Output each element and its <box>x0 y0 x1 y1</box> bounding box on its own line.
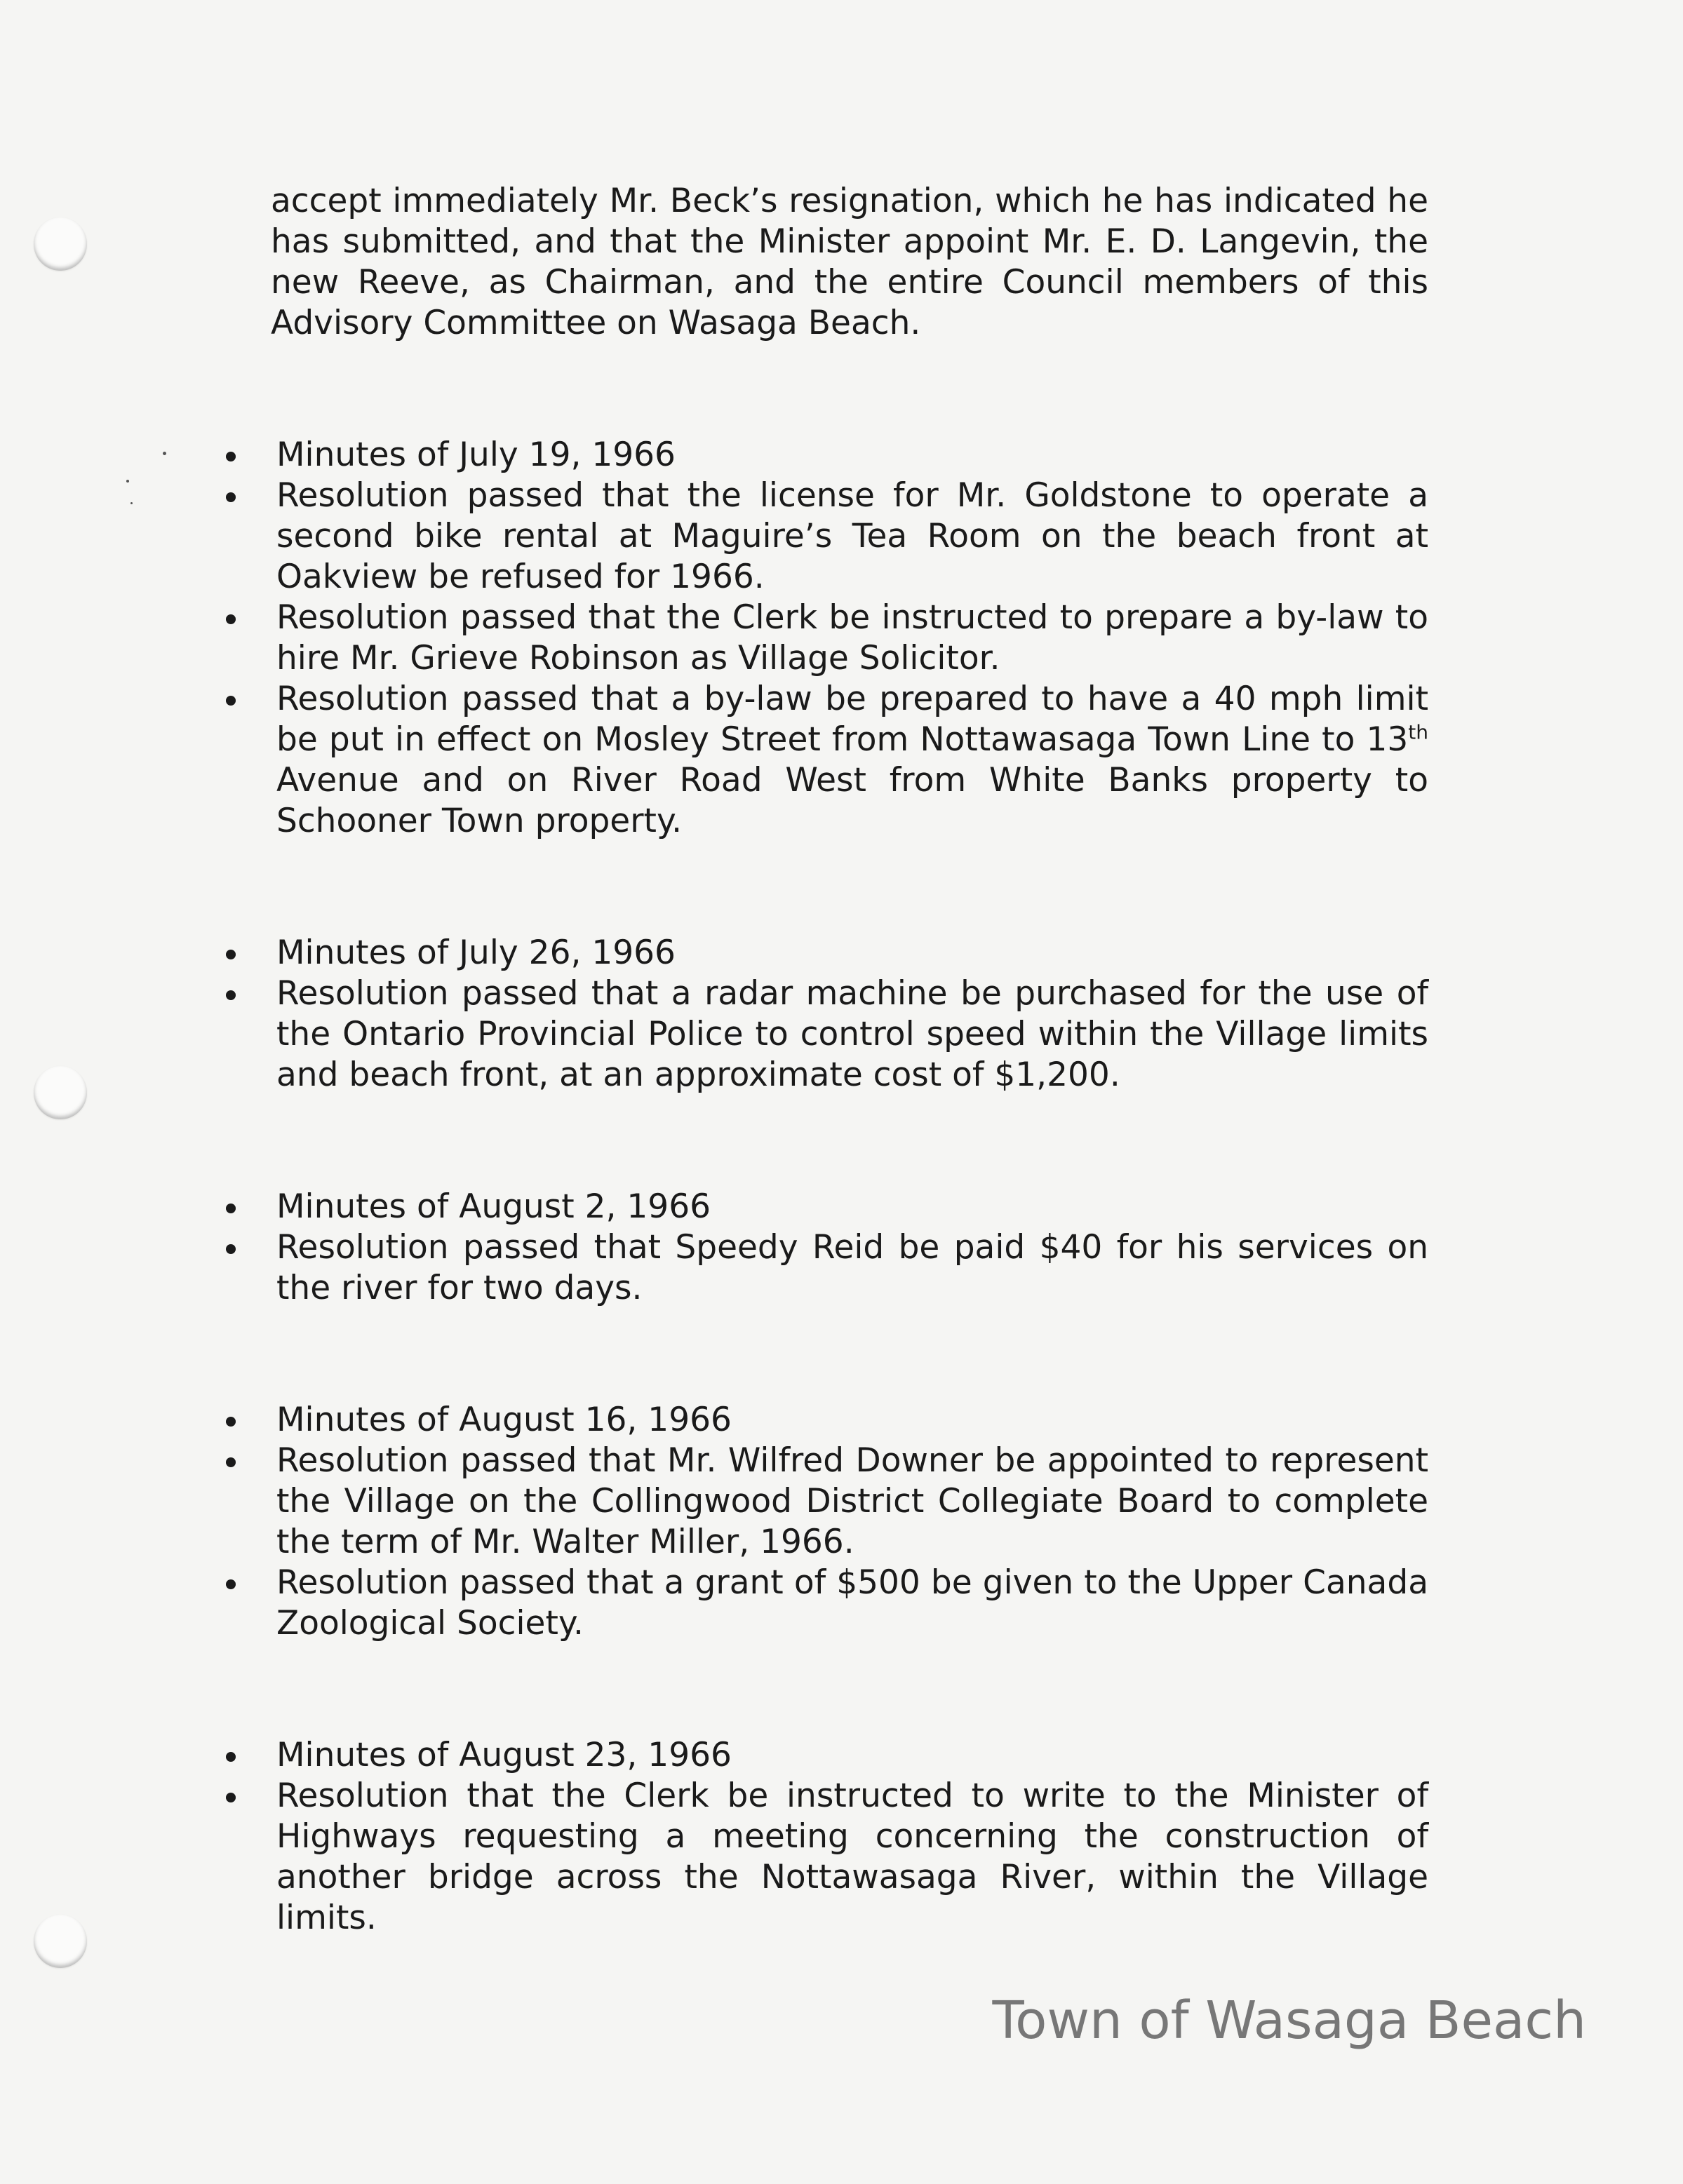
bullet-icon <box>226 696 236 706</box>
scan-speck <box>126 480 129 483</box>
bullet-icon <box>226 1793 236 1802</box>
minutes-heading: Minutes of August 2, 1966 <box>271 1187 1428 1227</box>
watermark-text: Town of Wasaga Beach <box>992 1990 1586 2051</box>
minutes-heading: Minutes of July 26, 1966 <box>271 933 1428 973</box>
minutes-heading: Minutes of August 16, 1966 <box>271 1400 1428 1441</box>
document-body <box>271 181 1428 2030</box>
minutes-section <box>271 933 1428 1096</box>
resolution-item: Resolution passed that the license for Mr. Goldstone to operate a second bike rental at Maguire’s Tea Room on the beach front at Oakview be refused for 1966. <box>271 476 1428 598</box>
intro-paragraph: accept immediately Mr. Beck’s resignation, which he has indicated he has submitted, and that the Minister appoint Mr. E. D. Langevin, the new Reeve, as Chairman, and the entire Council members of this Advisory Committee on Wasaga Beach. <box>271 182 1428 342</box>
bullet-icon <box>226 614 236 624</box>
punch-hole <box>34 1066 87 1119</box>
bullet-icon <box>226 1417 236 1427</box>
punch-hole <box>34 1915 87 1968</box>
resolution-item: Resolution passed that Speedy Reid be paid $40 for his services on the river for two days. <box>271 1227 1428 1309</box>
resolution-item: Resolution passed that a grant of $500 be given to the Upper Canada Zoological Society. <box>271 1563 1428 1644</box>
minutes-section <box>271 1735 1428 1939</box>
bullet-icon <box>226 950 236 959</box>
resolution-item: Resolution that the Clerk be instructed to write to the Minister of Highways requesting a meeting concerning the construction of another bridge across the Nottawasaga River, within the Village limits. <box>271 1776 1428 1939</box>
resolution-item: Resolution passed that a radar machine be purchased for the use of the Ontario Provincial Police to control speed within the Village limits and beach front, at an approximate cost of $1,200. <box>271 973 1428 1096</box>
punch-hole <box>34 217 87 271</box>
bullet-icon <box>226 1244 236 1254</box>
bullet-icon <box>226 492 236 502</box>
resolution-item: Resolution passed that the Clerk be instructed to prepare a by-law to hire Mr. Grieve Robinson as Village Solicitor. <box>271 598 1428 679</box>
minutes-section <box>271 435 1428 842</box>
minutes-section <box>271 1400 1428 1644</box>
bullet-icon <box>226 1457 236 1467</box>
scan-speck <box>163 452 166 455</box>
minutes-section <box>271 1187 1428 1309</box>
bullet-icon <box>226 1204 236 1213</box>
minutes-heading: Minutes of August 23, 1966 <box>271 1735 1428 1776</box>
resolution-item: Resolution passed that a by-law be prepared to have a 40 mph limit be put in effect on Mosley Street from Nottawasaga Town Line to 13th Avenue and on River Road West from White Banks property to Schooner Town property. <box>271 679 1428 842</box>
resolution-item: Resolution passed that Mr. Wilfred Downer be appointed to represent the Village on the Collingwood District Collegiate Board to complete the term of Mr. Walter Miller, 1966. <box>271 1441 1428 1563</box>
scan-speck <box>130 502 133 504</box>
minutes-heading: Minutes of July 19, 1966 <box>271 435 1428 476</box>
bullet-icon <box>226 452 236 461</box>
bullet-icon <box>226 1752 236 1762</box>
bullet-icon <box>226 990 236 1000</box>
bullet-icon <box>226 1579 236 1589</box>
